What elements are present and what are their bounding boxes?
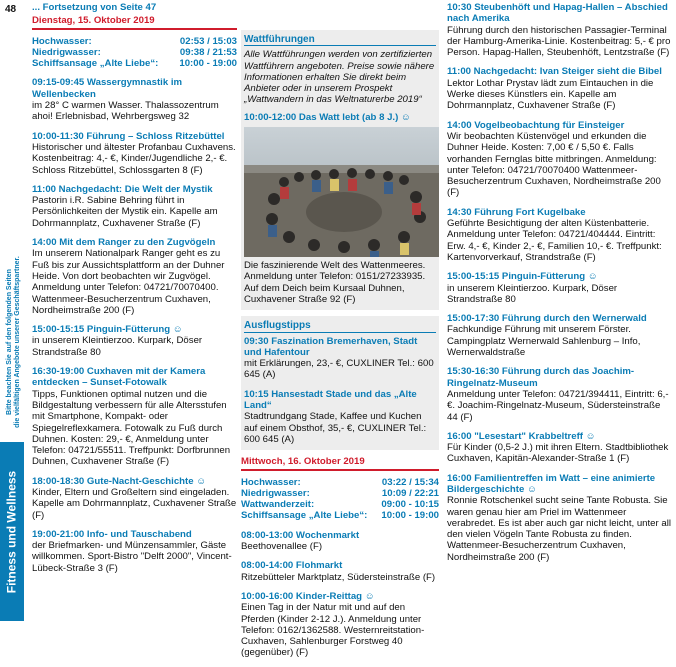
column-left	[32, 2, 237, 582]
section-heading: Wattführungen	[244, 34, 436, 46]
event-body: Führung durch den historischen Passagier-Terminal der Hamburg-Amerika-Linie. Kostenbeitrag: 5,- € pro Person. Hapag-Hallen, Steubenhöft, Lentzstraße (F)	[447, 24, 671, 59]
event-item	[32, 476, 237, 521]
event-body: in unserem Kleintierzoo. Kurpark, Döser Strandstraße 80	[447, 282, 618, 305]
event-title: 10:00-16:00 Kinder-Reittag ☺	[241, 590, 375, 602]
column-middle	[241, 2, 439, 667]
event-body: mit Erklärungen, 23,- €, CUXLINER Tel.: 600 645 (A)	[244, 358, 434, 381]
event-title: 18:00-18:30 Gute-Nacht-Geschichte ☺	[32, 475, 207, 487]
event-item	[447, 66, 671, 111]
tide-label: Niedrigwasser:	[32, 46, 101, 58]
event-item	[447, 120, 671, 199]
event-item	[447, 2, 671, 58]
partner-note-line: die vielfältigen Angebote unserer Geschäftspartner.	[14, 256, 21, 428]
event-item	[241, 530, 439, 553]
watt-intro: Alle Wattführungen werden von zertifizierten Wattführern angeboten. Preise sowie nähere Informationen erhalten Sie direkt beim Anbieter oder in unserem Prospekt „Wattwandern in das Weltnaturerbe 2019“	[244, 49, 435, 106]
tide-table	[32, 36, 237, 70]
tide-row	[32, 58, 237, 69]
event-title: 15:00-15:15 Pinguin-Fütterung ☺	[32, 324, 183, 336]
event-item	[244, 389, 436, 445]
event-body: Ronnie Rotschenkel sucht seine Tante Robusta. Sie waren genau hier am Priel im Wattenmeer verabredet. Es ist aber auch gar nicht leicht, unter all den vielen Vögeln Tante Robusta zu finden. Wattenmeer-Besucherzentrum Cuxhaven, Nordheimstraße 200 (F)	[447, 495, 671, 563]
tide-value: 09:38 / 21:53	[179, 46, 237, 58]
event-item	[447, 473, 671, 563]
event-title: 08:00-14:00 Flohmarkt	[241, 560, 343, 572]
event-title: 10:15 Hansestadt Stade und das „Alte Land“	[244, 388, 417, 412]
event-body: der Briefmarken- und Münzensammler, Gäste willkommen. Sport-Bistro "Delft 2000", Vincent-Lübeck-Straße 3 (F)	[32, 540, 232, 574]
event-title: 10:30 Steubenhöft und Hapag-Hallen – Abschied nach Amerika	[447, 2, 668, 25]
event-title: 19:00-21:00 Info- und Tauschabend	[32, 528, 192, 540]
event-title: 15:00-15:15 Pinguin-Fütterung ☺	[447, 271, 598, 283]
event-body: Anmeldung unter Telefon: 04721/394411, Eintritt: 6,- €. Joachim-Ringelnatz-Museum, Südersteinstraße 44 (F)	[447, 388, 669, 423]
event-title: 09:15-09:45 Wassergymnastik im Wellenbecken	[32, 77, 183, 100]
ausflugstipps-box	[241, 316, 439, 450]
event-body: Pastorin i.R. Sabine Behring führt in Persönlichkeiten der Mystik ein. Kapelle am Dohrmannplatz, Cuxhavener Straße (F)	[32, 195, 218, 229]
event-item	[32, 324, 237, 358]
tide-label: Niedrigwasser:	[241, 487, 310, 499]
day-heading: Dienstag, 15. Oktober 2019	[32, 15, 237, 29]
event-body: im 28° C warmen Wasser. Thalassozentrum ahoi! Erlebnisbad, Wehrbergsweg 32	[32, 100, 219, 123]
tide-table	[241, 477, 439, 522]
event-item	[32, 184, 237, 229]
event-title: 15:00-17:30 Führung durch den Wernerwald	[447, 313, 647, 325]
event-body: Ritzebütteler Marktplatz, Südersteinstraße (F)	[241, 571, 436, 583]
event-body: Die faszinierende Welt des Wattenmeeres. Anmeldung unter Telefon: 0151/27233935. Auf dem Deich beim Kursaal Duhnen, Cuxhavener Straße 92 (F)	[244, 260, 426, 305]
event-item	[447, 271, 671, 305]
page-number: 48	[5, 4, 17, 15]
event-body: Lektor Lothar Prystav lädt zum Eintauchen in die Werke dieses Künstlers ein. Kapelle am Dohrmannplatz, Cuxhavener Straße (F)	[447, 77, 654, 112]
event-title: 09:30 Faszination Bremerhaven, Stadt und Hafentour	[244, 335, 418, 358]
event-body: Beethovenallee (F)	[241, 541, 323, 553]
event-item	[32, 529, 237, 574]
event-item	[447, 366, 671, 422]
tide-row	[241, 499, 439, 510]
tide-value: 09:00 - 10:15	[381, 499, 439, 511]
event-item	[32, 366, 237, 468]
event-title: 16:00 "Lesestart" Krabbeltreff ☺	[447, 430, 596, 442]
tide-value: 10:00 - 19:00	[381, 510, 439, 522]
continued-note: ... Fortsetzung von Seite 47	[32, 2, 157, 13]
event-item	[241, 591, 439, 659]
column-right	[447, 2, 671, 571]
event-title: 16:00 Familientreffen im Watt – eine animierte Bildergeschichte ☺	[447, 472, 656, 495]
event-item	[32, 237, 237, 316]
event-item	[32, 77, 237, 122]
event-title: 15:30-16:30 Führung durch das Joachim-Ringelnatz-Museum	[447, 366, 635, 389]
event-title: 10:00-12:00 Das Watt lebt (ab 8 J.) ☺	[244, 111, 411, 123]
event-item	[32, 131, 237, 176]
event-title: 10:00-11:30 Führung – Schloss Ritzebüttel	[32, 130, 225, 142]
event-body: in unserem Kleintierzoo. Kurpark, Döser Strandstraße 80	[32, 335, 203, 358]
tide-label: Schiffsansage „Alte Liebe“:	[32, 58, 159, 70]
tide-label: Schiffsansage „Alte Liebe“:	[241, 510, 368, 522]
event-title: 14:00 Vogelbeobachtung für Einsteiger	[447, 119, 625, 131]
event-body: Stadtrundgang Stade, Kaffee und Kuchen auf einem Obsthof, 35,- €, CUXLINER Tel.: 600 645 (A)	[244, 411, 427, 445]
event-item	[244, 336, 436, 381]
event-title: 11:00 Nachgedacht: Die Welt der Mystik	[32, 183, 213, 195]
event-body: Historischer und ältester Profanbau Cuxhavens. Kostenbeitrag: 4,- €, Kinder/Jugendliche 2,- €. Schloss Ritzebüttel, Schlossgarten 8 (F)	[32, 141, 236, 176]
event-body: Im unserem Nationalpark Ranger geht es zu Fuß bis zur Aussichtsplattform an der Duhner Heide. Von dort beobachten wir Zugvögel. Anmeldung unter Telefon: 04721/70070400. Wattenmeer-Besucherzentrum Cuxhaven, Nordheimstraße 200 (F)	[32, 248, 225, 316]
day-heading: Mittwoch, 16. Oktober 2019	[241, 456, 439, 470]
partner-note-line: Bitte beachten Sie auf den folgenden Seiten	[6, 269, 13, 415]
tide-label: Hochwasser:	[32, 35, 92, 47]
event-body: Einen Tag in der Natur mit und auf den Pferden (Kinder 2-12 J.). Anmeldung unter Telefon: 0162/1362588. Westernreitstation-Cuxhaven, Sahlenburger Forstweg 40 (gegenüber) (F)	[241, 602, 425, 659]
event-title: 08:00-13:00 Wochenmarkt	[241, 529, 360, 541]
event-body: Kinder, Eltern und Großeltern sind eingeladen. Kapelle am Dohrmannplatz, Cuxhavener Straße (F)	[32, 486, 237, 521]
wattfuehrungen-box	[241, 30, 439, 310]
mudflat-photo	[244, 127, 439, 257]
partner-note	[6, 256, 22, 428]
tide-row	[241, 488, 439, 499]
event-title: 16:30-19:00 Cuxhaven mit der Kamera entdecken – Sunset-Fotowalk	[32, 366, 206, 389]
tide-value: 10:09 / 22:21	[381, 487, 439, 499]
tide-label: Wattwanderzeit:	[241, 499, 315, 511]
tide-row	[32, 36, 237, 47]
event-body: Tipps, Funktionen optimal nutzen und die Bildgestaltung verbessern für alle Altersstufen mit Smartphone, Kompakt- oder Spiegelreflexkamera. Fotowalk zu Fuß durch Duhnen. Kosten: 29,- €, Anmeldung unter Telefon: 04721/55511. Treffpunkt: Dorfbrunnen Duhnen, Cuxhavener Straße (F)	[32, 388, 231, 468]
event-item	[447, 207, 671, 263]
tide-row	[241, 510, 439, 521]
event-title: 14:00 Mit dem Ranger zu den Zugvögeln	[32, 237, 216, 249]
event-body: Wir beobachten Küstenvögel und erkunden die Duhner Heide. Kosten: 7,00 € / 5,50 €. Falls vorhanden Fernglas bitte mitbringen. Anmeldung: unter Telefon: 04721/70070400 Wattenmeer-Besucherzentrum Cuxhaven, Nordheimstraße 200 (F)	[447, 130, 661, 199]
event-item	[447, 313, 671, 358]
event-item	[241, 560, 439, 583]
tide-value: 02:53 / 15:03	[179, 35, 237, 47]
tide-row	[32, 47, 237, 58]
event-item	[447, 431, 671, 465]
event-title: 11:00 Nachgedacht: Ivan Steiger sieht die Bibel	[447, 66, 662, 78]
tide-value: 10:00 - 19:00	[179, 58, 237, 70]
section-heading: Ausflugstipps	[244, 320, 436, 332]
event-body: Für Kinder (0,5-2 J.) mit ihren Eltern. Stadtbibliothek Cuxhaven, Kapitän-Alexander-Straße 1 (F)	[447, 442, 669, 465]
section-label: Fitness und Wellness	[4, 470, 19, 594]
tide-value: 03:22 / 15:34	[381, 476, 439, 488]
event-body: Geführte Besichtigung der alten Küstenbatterie. Anmeldung unter Telefon: 04721/404444. Eintritt: Erw. 4,- €, Kinder 2,- €, Familien 10,- €. Treffpunkt: Kartenvorverkauf, Strandstraße (F)	[447, 218, 662, 263]
event-body: Fachkundige Führung mit unserem Förster. Campingplatz Wernerwald Sahlenburg – Info, Wernerwaldstraße	[447, 324, 641, 359]
event-title: 14:30 Führung Fort Kugelbake	[447, 206, 586, 218]
tide-row	[241, 477, 439, 488]
tide-label: Hochwasser:	[241, 476, 301, 488]
